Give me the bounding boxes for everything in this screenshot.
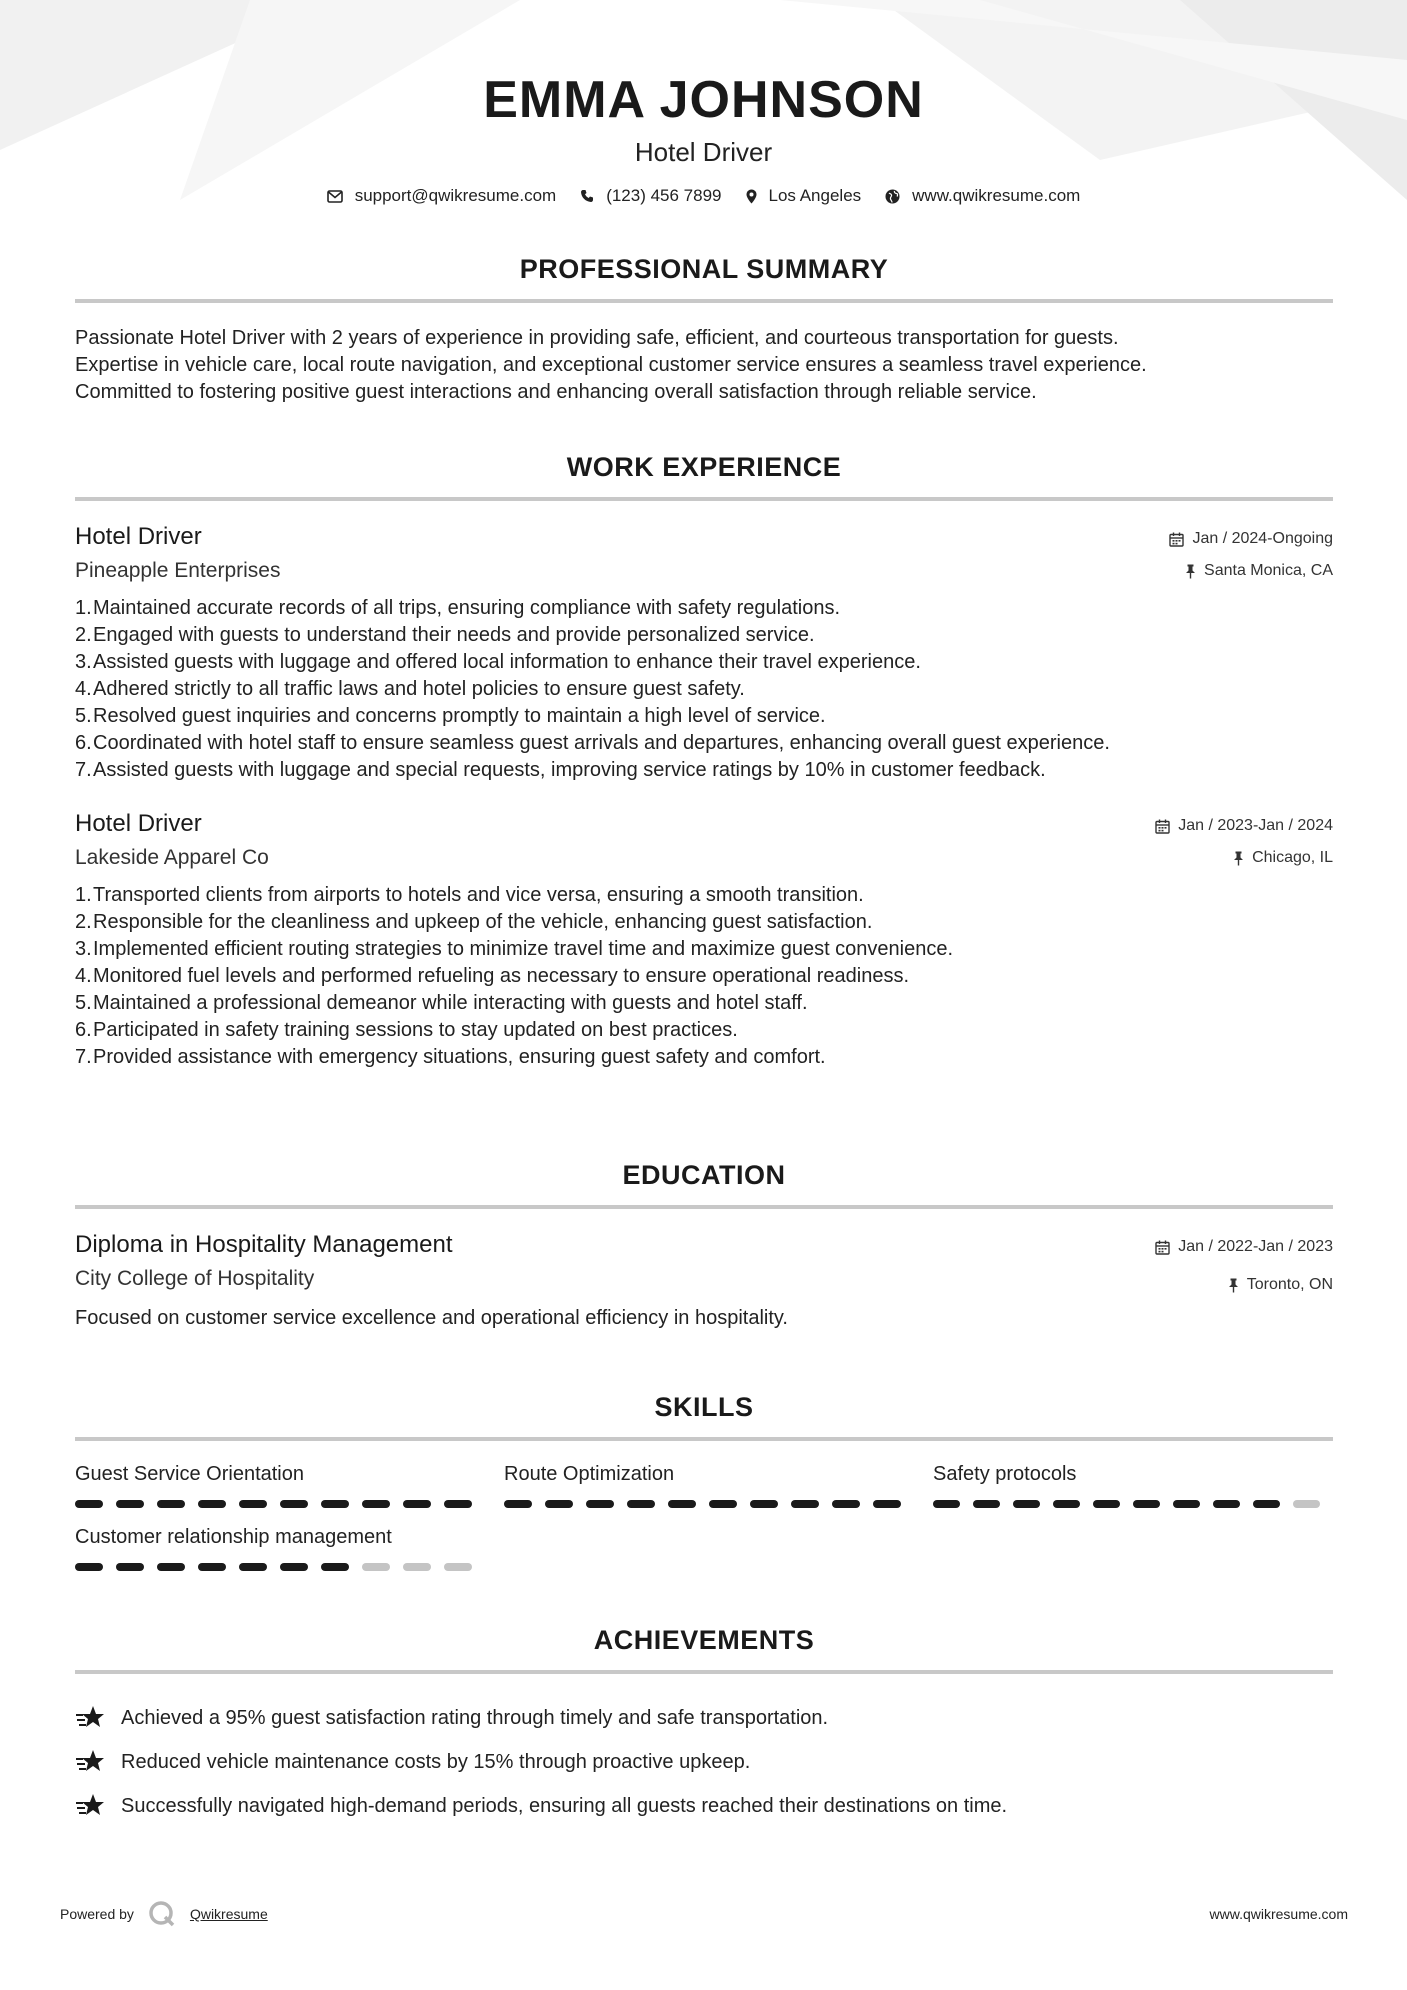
list-item: Maintained a professional demeanor while interacting with guests and hotel staff. bbox=[93, 992, 808, 1014]
job-entry bbox=[75, 523, 1333, 784]
skill-name: Guest Service Orientation bbox=[75, 1463, 304, 1485]
map-pin-icon bbox=[746, 189, 757, 204]
list-item: Implemented efficient routing strategies to minimize travel time and maximize guest convenience. bbox=[93, 938, 954, 960]
skill-dot-empty bbox=[403, 1563, 431, 1571]
skill-rating bbox=[75, 1563, 504, 1571]
achievement-text: Achieved a 95% guest satisfaction rating through timely and safe transportation. bbox=[121, 1706, 829, 1729]
website-text: www.qwikresume.com bbox=[912, 186, 1081, 205]
globe-icon bbox=[885, 189, 900, 204]
achievement-item bbox=[75, 1740, 1333, 1784]
education-dates bbox=[1155, 1235, 1333, 1259]
qwikresume-logo-icon bbox=[148, 1900, 176, 1928]
education-location-text: Toronto, ON bbox=[1246, 1276, 1333, 1293]
skill-dot-filled bbox=[709, 1500, 737, 1508]
contact-bar bbox=[0, 186, 1407, 206]
summary-text bbox=[75, 325, 1333, 406]
skill-dot-filled bbox=[1093, 1500, 1120, 1508]
list-item: Assisted guests with luggage and offered local information to enhance their travel experience. bbox=[93, 651, 921, 673]
powered-by bbox=[60, 1900, 268, 1928]
job-location bbox=[1233, 846, 1333, 870]
skill-dot-filled bbox=[362, 1500, 390, 1508]
job-location-text: Chicago, IL bbox=[1252, 849, 1333, 866]
phone-icon bbox=[580, 189, 594, 203]
skill-dot-empty bbox=[444, 1563, 472, 1571]
email-text: support@qwikresume.com bbox=[354, 186, 557, 205]
skill-dot-filled bbox=[403, 1500, 431, 1508]
education-heading: EDUCATION bbox=[622, 1160, 786, 1190]
list-item: Participated in safety training sessions to stay updated on best practices. bbox=[93, 1019, 738, 1041]
skill-name: Safety protocols bbox=[933, 1463, 1077, 1485]
job-title: Hotel Driver bbox=[75, 523, 202, 550]
skill-dot-filled bbox=[280, 1500, 308, 1508]
education-location bbox=[1228, 1273, 1333, 1297]
skill-dot-filled bbox=[1173, 1500, 1200, 1508]
pushpin-icon bbox=[1233, 851, 1244, 866]
list-item: Assisted guests with luggage and special requests, improving service ratings by 10% in customer feedback. bbox=[93, 759, 1046, 781]
achievements-heading: ACHIEVEMENTS bbox=[593, 1625, 815, 1655]
section-divider bbox=[75, 1437, 1333, 1441]
skill-dot-filled bbox=[750, 1500, 778, 1508]
skill-rating bbox=[933, 1500, 1333, 1508]
envelope-icon bbox=[327, 190, 343, 203]
calendar-icon bbox=[1155, 1240, 1170, 1255]
skill-dot-filled bbox=[1013, 1500, 1040, 1508]
pushpin-icon bbox=[1185, 564, 1196, 579]
skill-dot-filled bbox=[321, 1563, 349, 1571]
achievements-section bbox=[75, 1625, 1333, 1828]
summary-heading: PROFESSIONAL SUMMARY bbox=[519, 254, 889, 284]
skill-dot-filled bbox=[973, 1500, 1000, 1508]
calendar-icon bbox=[1155, 819, 1170, 834]
education-entry bbox=[75, 1231, 1333, 1330]
footer-website[interactable]: www.qwikresume.com bbox=[1209, 1906, 1348, 1922]
summary-line: Committed to fostering positive guest interactions and enhancing overall satisfaction through reliable service. bbox=[75, 381, 1037, 403]
job-dates bbox=[1155, 814, 1333, 838]
education-description: Focused on customer service excellence and operational efficiency in hospitality. bbox=[75, 1307, 788, 1329]
skill-dot-filled bbox=[627, 1500, 655, 1508]
skills-heading: SKILLS bbox=[654, 1392, 754, 1422]
contact-email[interactable] bbox=[327, 186, 557, 206]
skill-dot-filled bbox=[933, 1500, 960, 1508]
calendar-icon bbox=[1169, 532, 1184, 547]
list-item: Engaged with guests to understand their needs and provide personalized service. bbox=[93, 624, 815, 646]
candidate-name: EMMA JOHNSON bbox=[483, 71, 924, 129]
skill-dot-filled bbox=[1213, 1500, 1240, 1508]
job-responsibilities bbox=[75, 595, 1333, 784]
skill-dot-empty bbox=[1293, 1500, 1320, 1508]
powered-by-label: Powered by bbox=[60, 1906, 134, 1922]
summary-section bbox=[75, 254, 1333, 406]
skill-dot-filled bbox=[321, 1500, 349, 1508]
skill-dot-filled bbox=[239, 1500, 267, 1508]
list-item: Maintained accurate records of all trips, ensuring compliance with safety regulations. bbox=[93, 597, 841, 619]
skill-dot-filled bbox=[75, 1500, 103, 1508]
experience-heading: WORK EXPERIENCE bbox=[566, 452, 842, 482]
skill-dot-filled bbox=[198, 1500, 226, 1508]
skill-dot-filled bbox=[198, 1563, 226, 1571]
experience-section bbox=[75, 452, 1333, 1071]
skill-dot-filled bbox=[116, 1500, 144, 1508]
list-item: Responsible for the cleanliness and upkeep of the vehicle, enhancing guest satisfaction. bbox=[93, 911, 873, 933]
skill-item bbox=[75, 1463, 504, 1508]
trophy-star-icon bbox=[75, 1749, 107, 1775]
school-name: City College of Hospitality bbox=[75, 1267, 315, 1290]
skill-rating bbox=[75, 1500, 504, 1508]
skill-dot-filled bbox=[791, 1500, 819, 1508]
summary-line: Expertise in vehicle care, local route navigation, and exceptional customer service ensures a seamless travel experience. bbox=[75, 354, 1147, 376]
page-footer bbox=[60, 1900, 1348, 1928]
skill-dot-filled bbox=[157, 1563, 185, 1571]
achievement-item bbox=[75, 1784, 1333, 1828]
job-dates-text: Jan / 2023-Jan / 2024 bbox=[1178, 817, 1333, 834]
skill-dot-filled bbox=[1253, 1500, 1280, 1508]
pushpin-icon bbox=[1228, 1278, 1239, 1293]
skill-item bbox=[75, 1526, 504, 1571]
skills-grid bbox=[75, 1463, 1333, 1571]
skill-dot-filled bbox=[545, 1500, 573, 1508]
skill-dot-filled bbox=[239, 1563, 267, 1571]
skill-item bbox=[504, 1463, 933, 1508]
skill-name: Customer relationship management bbox=[75, 1526, 392, 1548]
job-location bbox=[1185, 559, 1333, 583]
skill-dot-filled bbox=[444, 1500, 472, 1508]
candidate-role: Hotel Driver bbox=[634, 137, 773, 168]
degree-title: Diploma in Hospitality Management bbox=[75, 1231, 453, 1258]
resume-header bbox=[0, 72, 1407, 168]
list-item: Coordinated with hotel staff to ensure seamless guest arrivals and departures, enhancing overall guest experience. bbox=[93, 732, 1110, 754]
job-title: Hotel Driver bbox=[75, 810, 202, 837]
section-divider bbox=[75, 1205, 1333, 1209]
phone-text: (123) 456 7899 bbox=[606, 186, 722, 205]
job-responsibilities bbox=[75, 882, 1333, 1071]
achievements-list bbox=[75, 1696, 1333, 1828]
skill-dot-filled bbox=[157, 1500, 185, 1508]
skills-section bbox=[75, 1392, 1333, 1571]
skill-rating bbox=[504, 1500, 933, 1508]
skill-dot-filled bbox=[504, 1500, 532, 1508]
trophy-star-icon bbox=[75, 1793, 107, 1819]
achievement-item bbox=[75, 1696, 1333, 1740]
list-item: Monitored fuel levels and performed refueling as necessary to ensure operational readiness. bbox=[93, 965, 910, 987]
job-entry bbox=[75, 810, 1333, 1071]
job-dates-text: Jan / 2024-Ongoing bbox=[1192, 530, 1333, 547]
job-dates bbox=[1169, 527, 1333, 551]
education-dates-text: Jan / 2022-Jan / 2023 bbox=[1178, 1238, 1333, 1255]
skill-dot-filled bbox=[586, 1500, 614, 1508]
job-company: Lakeside Apparel Co bbox=[75, 846, 269, 869]
contact-location bbox=[746, 186, 862, 206]
list-item: Adhered strictly to all traffic laws and hotel policies to ensure guest safety. bbox=[93, 678, 745, 700]
contact-phone[interactable] bbox=[580, 186, 721, 206]
achievement-text: Successfully navigated high-demand periods, ensuring all guests reached their destinations on time. bbox=[121, 1794, 1008, 1817]
brand-link[interactable]: Qwikresume bbox=[189, 1906, 268, 1922]
list-item: Resolved guest inquiries and concerns promptly to maintain a high level of service. bbox=[93, 705, 826, 727]
section-divider bbox=[75, 497, 1333, 501]
education-section bbox=[75, 1160, 1333, 1330]
skill-item bbox=[933, 1463, 1333, 1508]
job-location-text: Santa Monica, CA bbox=[1204, 562, 1333, 579]
skill-dot-filled bbox=[1053, 1500, 1080, 1508]
job-company: Pineapple Enterprises bbox=[75, 559, 281, 582]
skill-dot-filled bbox=[832, 1500, 860, 1508]
section-divider bbox=[75, 1670, 1333, 1674]
list-item: Provided assistance with emergency situations, ensuring guest safety and comfort. bbox=[93, 1046, 826, 1068]
skill-dot-filled bbox=[873, 1500, 901, 1508]
contact-website[interactable] bbox=[885, 186, 1080, 206]
skill-dot-filled bbox=[280, 1563, 308, 1571]
skill-dot-filled bbox=[116, 1563, 144, 1571]
list-item: Transported clients from airports to hotels and vice versa, ensuring a smooth transition. bbox=[93, 884, 864, 906]
skill-dot-empty bbox=[362, 1563, 390, 1571]
skill-dot-filled bbox=[75, 1563, 103, 1571]
section-divider bbox=[75, 299, 1333, 303]
trophy-star-icon bbox=[75, 1705, 107, 1731]
skill-dot-filled bbox=[1133, 1500, 1160, 1508]
skill-dot-filled bbox=[668, 1500, 696, 1508]
skill-name: Route Optimization bbox=[504, 1463, 675, 1485]
location-text: Los Angeles bbox=[768, 186, 862, 205]
summary-line: Passionate Hotel Driver with 2 years of experience in providing safe, efficient, and courteous transportation for guests. bbox=[75, 327, 1119, 349]
achievement-text: Reduced vehicle maintenance costs by 15% through proactive upkeep. bbox=[121, 1750, 751, 1773]
